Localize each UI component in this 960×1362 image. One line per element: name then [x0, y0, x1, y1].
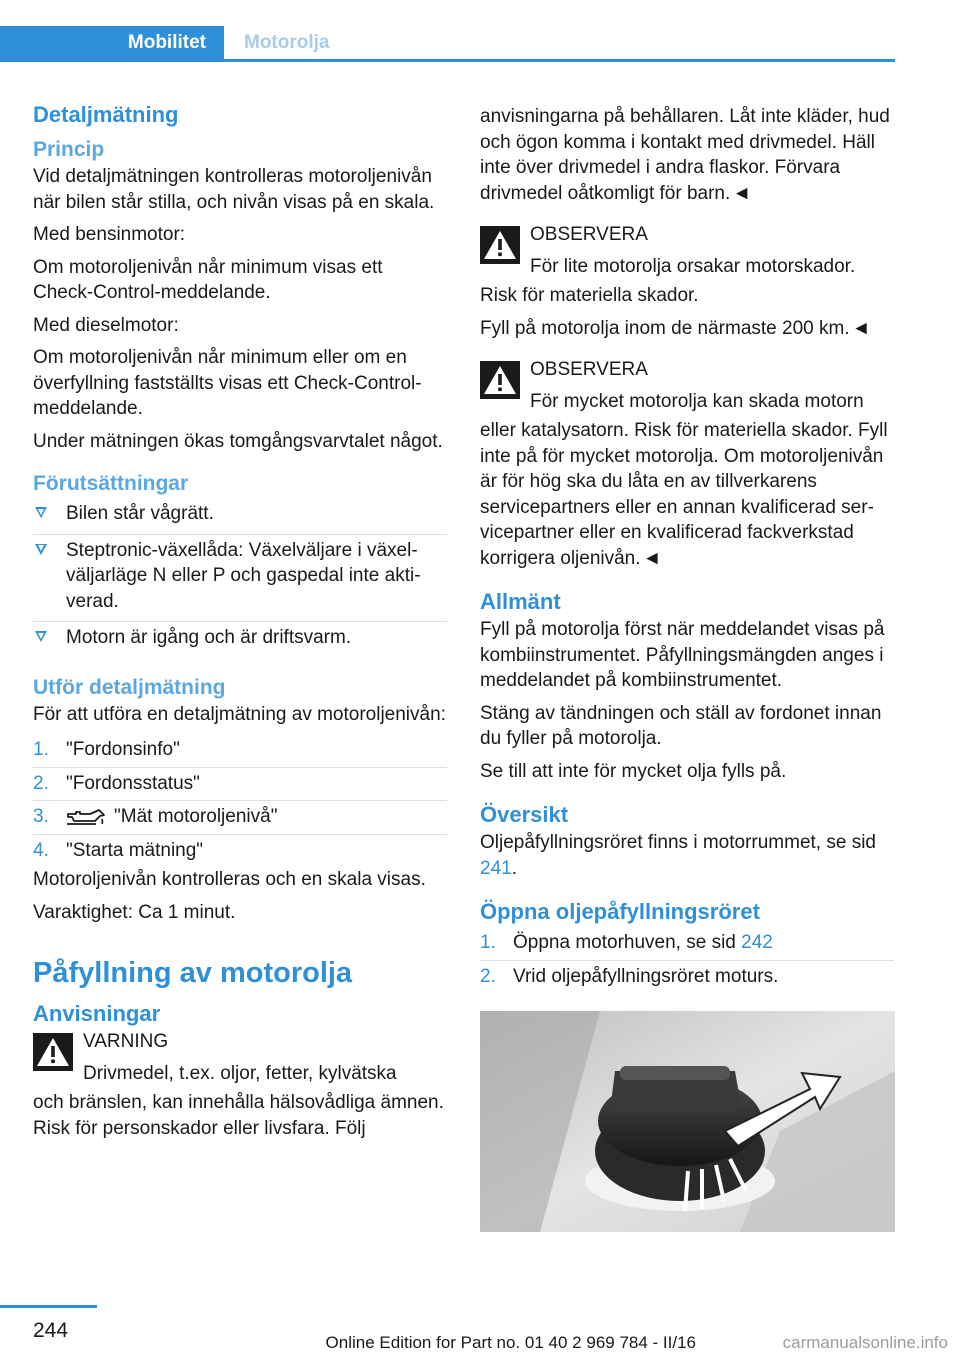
- list-item-text: Steptronic-växellåda: Växelväljare i växelväljarläge N eller P och gaspedal inte aktiverad.: [66, 539, 421, 612]
- step-number: 2.: [480, 965, 496, 987]
- end-mark-icon: ◄: [642, 547, 662, 569]
- step-number: 4.: [33, 839, 49, 861]
- heading-oversikt: Översikt: [480, 802, 569, 827]
- heading-utfor-detaljmatning: Utför detaljmätning: [33, 675, 226, 699]
- list-item-text: Bilen står vågrätt.: [66, 503, 214, 524]
- end-mark-icon: ◄: [732, 182, 752, 204]
- oil-can-icon: [66, 807, 106, 827]
- warning-first-line: Drivmedel, t.ex. oljor, fetter, kylvätska: [83, 1062, 397, 1084]
- list-item-text: Motorn är igång och är driftsvarm.: [66, 627, 352, 648]
- notice-first-line: För mycket motorolja kan skada motorn: [530, 390, 864, 412]
- list-item: [33, 498, 447, 535]
- page-number: 244: [33, 1319, 69, 1342]
- step-text: "Mät motoroljenivå": [114, 806, 278, 827]
- paragraph-utfor: För att utföra en detaljmätning av motoroljenivån:: [33, 703, 446, 725]
- paragraph-diesel-label: Med dieselmotor:: [33, 314, 179, 336]
- paragraph-tomgang: Under mätningen ökas tomgångsvarvtalet något.: [33, 430, 443, 452]
- bullet-triangle-icon: [35, 507, 47, 518]
- warning-box: [33, 1029, 447, 1086]
- oversikt-text: Oljepåfyllningsröret finns i motorrummet, se sid: [480, 832, 876, 853]
- step-text: Öppna motorhuven, se sid: [513, 932, 742, 953]
- watermark: carmanualsonline.info: [782, 1333, 948, 1352]
- paragraph-princip: Vid detaljmätningen kontrolleras motoroljenivån när bilen står stilla, och nivån visas på en skala.: [33, 166, 435, 213]
- list-item: [480, 927, 894, 961]
- list-item: [33, 535, 447, 623]
- warning-triangle-icon: [33, 1033, 73, 1071]
- notice-box-2: [480, 357, 894, 414]
- paragraph-fyll-200km: [480, 316, 894, 342]
- step-number: 1.: [33, 739, 49, 760]
- tab-motorolja[interactable]: Motorolja: [244, 32, 330, 53]
- notice-box-1: [480, 222, 894, 279]
- paragraph-bensin-label: Med bensinmotor:: [33, 224, 186, 245]
- paragraph-allmant-3: Se till att inte för mycket olja fylls på.: [480, 760, 787, 782]
- list-item: [480, 961, 894, 994]
- step-text: "Fordonsinfo": [66, 739, 180, 760]
- paragraph-skala: Motoroljenivån kontrolleras och en skala visas.: [33, 869, 426, 890]
- list-item: [33, 622, 447, 658]
- heading-princip: Princip: [33, 138, 105, 161]
- right-column: [480, 104, 894, 1232]
- header-tab-bar: [0, 26, 895, 62]
- step-number: 1.: [480, 932, 496, 953]
- heading-pafyllning: Påfyllning av motorolja: [33, 957, 353, 989]
- step-list-utfor: [33, 734, 447, 867]
- notice-title: OBSERVERA: [530, 224, 648, 245]
- step-number: 2.: [33, 772, 49, 794]
- page-link-242[interactable]: 242: [741, 932, 773, 953]
- warning-continued-text: anvisningarna på behållaren. Låt inte kläder, hud och ögon komma i kontakt med drivmedel. Häll inte över drivmedel i andra flaskor. Förvara drivmedel oåtkomligt för barn.: [480, 106, 890, 204]
- oversikt-end: .: [511, 857, 517, 879]
- warning-triangle-icon: [480, 361, 520, 399]
- step-number: 3.: [33, 806, 49, 827]
- notice-text-rest: [480, 418, 894, 571]
- list-item: [33, 768, 447, 802]
- step-text: "Starta mätning": [66, 839, 204, 861]
- heading-detaljmatning: Detaljmätning: [33, 102, 179, 127]
- tab-mobilitet[interactable]: Mobilitet: [0, 26, 224, 59]
- step-text: Vrid oljepåfyllningsröret moturs.: [513, 965, 779, 987]
- paragraph-bensin-text: Om motoroljenivån når minimum visas ett Check-Control-meddelande.: [33, 256, 383, 303]
- edition-text: Online Edition for Part no. 01 40 2 969 784 - II/16: [325, 1333, 696, 1352]
- step-text: "Fordonsstatus": [66, 772, 200, 794]
- paragraph-oversikt: [480, 830, 894, 881]
- bullet-triangle-icon: [35, 544, 47, 555]
- list-item: [33, 734, 447, 768]
- end-mark-icon: ◄: [851, 317, 871, 339]
- footer-accent-line: [0, 1305, 97, 1308]
- paragraph-diesel-text: Om motoroljenivån når minimum eller om en överfyllning fastställts visas ett Check-Control-meddelande.: [33, 347, 422, 419]
- bullet-list-forutsattningar: [33, 498, 447, 658]
- heading-forutsattningar: Förutsättningar: [33, 472, 189, 495]
- list-item: [33, 801, 447, 835]
- paragraph-allmant-1: Fyll på motorolja först när meddelandet visas på kombiinstrumentet. Påfyllningsmängden anges i meddelandet på kombiinstrumentet.: [480, 619, 885, 691]
- oil-filler-cap-photo: [480, 1011, 895, 1232]
- notice-title: OBSERVERA: [530, 359, 648, 380]
- paragraph-warning-continued: [480, 104, 894, 206]
- left-column: [33, 100, 447, 1148]
- warning-triangle-icon: [480, 226, 520, 264]
- notice-text-rest: Risk för materiella skador.: [480, 285, 699, 306]
- page-link-241[interactable]: 241: [480, 857, 512, 879]
- heading-oppna-oljepafyllningsroret: Öppna oljepåfyllningsröret: [480, 899, 760, 924]
- paragraph-allmant-2: Stäng av tändningen och ställ av fordonet innan du fyller på motorolja.: [480, 702, 882, 749]
- warning-text-rest: och bränslen, kan innehålla hälsovådliga ämnen. Risk för personskador eller livsfara. Följ: [33, 1092, 444, 1139]
- paragraph-varaktighet: Varaktighet: Ca 1 minut.: [33, 901, 236, 923]
- notice-rest-text: eller katalysatorn. Risk för materiella skador. Fyll inte på för mycket motorolja. Om motoroljenivån är för hög ska du låta en av tillverkarens servicepartners eller en annan kvalificerad servicepartner eller en kvalificerad fackverkstad korrigera oljenivån.: [480, 420, 888, 569]
- heading-anvisningar: Anvisningar: [33, 1001, 161, 1026]
- bullet-triangle-icon: [35, 631, 47, 642]
- list-item: [33, 835, 447, 868]
- warning-title: VARNING: [83, 1031, 169, 1052]
- heading-allmant: Allmänt: [480, 589, 561, 614]
- notice-first-line: För lite motorolja orsakar motorskador.: [530, 255, 856, 277]
- step-list-oppna: [480, 927, 894, 993]
- fyll-200km-text: Fyll på motorolja inom de närmaste 200 km.: [480, 317, 850, 339]
- oil-filler-cap-illustration: [480, 1011, 895, 1232]
